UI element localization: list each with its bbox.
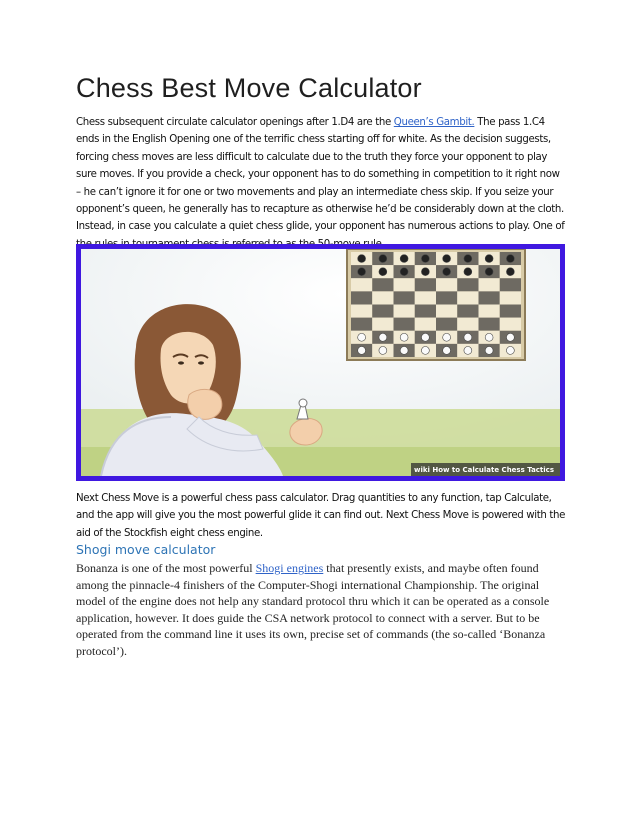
shogi-text-end: that presently exists, and maybe often found among the pinnacle-4 finishers of the Computer-Shogi international Championship. The original model of the engine does not help any standard protocol thru which it can be operated as a console application, however. It does guide the CSA network protocol to connect with a server. But to be operated from the command line it uses its own, precise set of commands (the so-called ‘Bonanza protocol’). [76, 561, 550, 658]
board-square [500, 318, 521, 331]
chess-piece [506, 268, 514, 276]
chess-piece [400, 347, 408, 355]
intro-text-start: Chess subsequent circulate calculator openings after 1.D4 are the [76, 117, 394, 128]
illustration-drawing [81, 249, 560, 476]
chess-piece [506, 333, 514, 341]
board-square [415, 305, 436, 318]
board-square [415, 291, 436, 304]
chess-piece [506, 347, 514, 355]
chess-piece [485, 347, 493, 355]
wikihow-watermark: wiki How to Calculate Chess Tactics [413, 466, 554, 474]
board-square [457, 305, 478, 318]
watermark-bar [81, 463, 560, 476]
chess-piece [400, 333, 408, 341]
board-square [372, 318, 393, 331]
page-title: Chess Best Move Calculator [76, 73, 422, 103]
board-square [479, 291, 500, 304]
board-square [457, 318, 478, 331]
chess-piece [443, 347, 451, 355]
board-square [372, 278, 393, 291]
board-square [394, 318, 415, 331]
board-square [479, 318, 500, 331]
chess-piece [358, 347, 366, 355]
board-square [351, 278, 372, 291]
chess-piece [464, 255, 472, 263]
chess-piece [400, 255, 408, 263]
chess-piece [379, 268, 387, 276]
chess-piece [379, 347, 387, 355]
chess-piece [443, 333, 451, 341]
board-square [351, 291, 372, 304]
chess-piece [421, 333, 429, 341]
chess-piece [400, 268, 408, 276]
board-square [394, 305, 415, 318]
chess-piece [421, 255, 429, 263]
chess-piece [506, 255, 514, 263]
chess-piece [358, 268, 366, 276]
illustration-canvas [81, 249, 560, 476]
shogi-text-start: Bonanza is one of the most powerful [76, 561, 256, 575]
board-square [457, 278, 478, 291]
chess-piece [379, 255, 387, 263]
chess-piece [421, 347, 429, 355]
board-square [436, 318, 457, 331]
chess-piece [443, 268, 451, 276]
chess-piece [358, 255, 366, 263]
chess-piece [379, 333, 387, 341]
chess-piece [464, 333, 472, 341]
chess-piece [464, 347, 472, 355]
board-square [500, 305, 521, 318]
board-square [479, 278, 500, 291]
board-square [394, 278, 415, 291]
board-square [351, 318, 372, 331]
chess-piece [485, 333, 493, 341]
next-chess-move-paragraph: Next Chess Move is a powerful chess pass calculator. Drag quantities to any function, tap Calculate, and the app will give you the most powerful glide it can find out. Next Chess Move is powered with the aid of the Stockfish eight chess engine. [76, 493, 566, 539]
board-square [436, 278, 457, 291]
board-square [436, 291, 457, 304]
board-square [436, 305, 457, 318]
board-square [415, 318, 436, 331]
intro-paragraph [76, 114, 566, 253]
chess-piece [485, 268, 493, 276]
chess-piece [464, 268, 472, 276]
board-square [394, 291, 415, 304]
queens-gambit-link[interactable]: Queen’s Gambit. [393, 117, 475, 128]
chess-piece [421, 268, 429, 276]
shogi-engines-link[interactable]: Shogi engines [255, 561, 324, 575]
chess-piece [358, 333, 366, 341]
board-square [372, 305, 393, 318]
shogi-paragraph [76, 560, 566, 660]
board-square [351, 305, 372, 318]
board-square [415, 278, 436, 291]
intro-text-end: The pass 1.C4 ends in the English Opening one of the terrific chess starting off for white. As the decision suggests, forcing chess moves are less difficult to calculate due to the truth they force your opponent to play sure moves. If you provide a check, your opponent has to do something in competition to it right now – he can’t ignore it for one or two movements and play an intermediate chess skip. If you seize your opponent’s queen, he generally has to recapture as otherwise he’d be considerably down at the cloth. Instead, in case you calculate a quiet chess glide, your opponent has numerous actions to play. One of [76, 117, 565, 233]
board-square [457, 291, 478, 304]
board-square [479, 305, 500, 318]
board-square [372, 291, 393, 304]
chess-illustration [76, 244, 565, 481]
shogi-heading: Shogi move calculator [76, 542, 216, 557]
board-square [500, 278, 521, 291]
chess-piece [485, 255, 493, 263]
chess-piece [443, 255, 451, 263]
board-square [500, 291, 521, 304]
chessboard [347, 249, 525, 360]
